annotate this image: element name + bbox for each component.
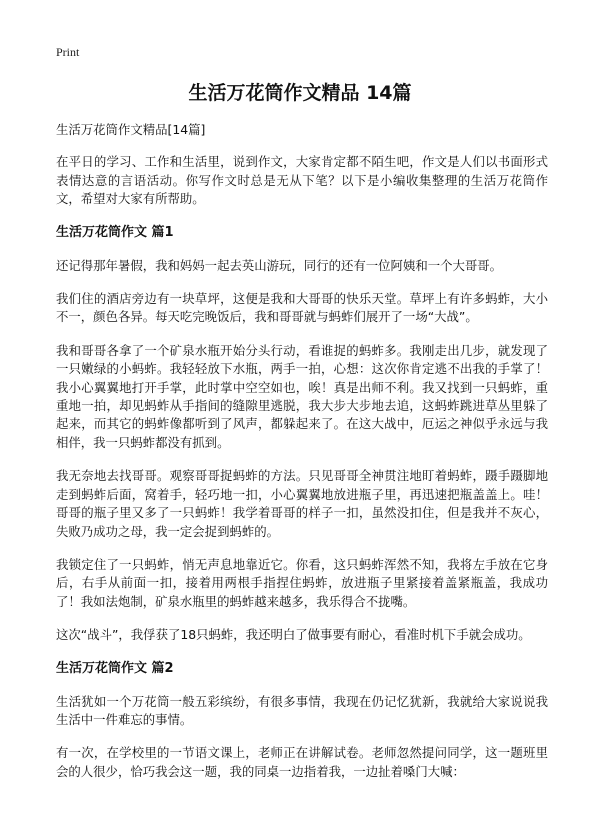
section-heading: 生活万花筒作文 篇1 xyxy=(56,224,174,240)
print-link[interactable]: Print xyxy=(56,45,80,59)
paragraph: 这次“战斗”，我俘获了18只蚂蚱，我还明白了做事要有耐心，看准时机下手就会成功。 xyxy=(56,627,531,643)
paragraph: 我们住的酒店旁边有一块草坪，这便是我和大哥哥的快乐天堂。草坪上有许多蚂蚱，大小不一，颜色各异。每天吃完晚饭后，我和哥哥就与蚂蚱们展开了一场“大战”。 xyxy=(56,291,548,325)
document-title: 生活万花筒作文精品 14篇 xyxy=(188,82,412,104)
article-body xyxy=(56,121,548,796)
intro-paragraph: 在平日的学习、工作和生活里，说到作文，大家肯定都不陌生吧，作文是人们以书面形式表情达意的言语活动。你写作文时总是无从下笔？以下是小编收集整理的生活万花筒作文，希望对大家有所帮助。 xyxy=(56,154,548,207)
paragraph: 有一次，在学校里的一节语文课上，老师正在讲解试卷。老师忽然提问同学，这一题班里会的人很少，恰巧我会这一题，我的同桌一边指着我，一边扯着嗓门大喊： xyxy=(56,745,548,779)
paragraph: 我锁定住了一只蚂蚱，悄无声息地靠近它。你看，这只蚂蚱浑然不知，我将左手放在它身后，右手从前面一扣，接着用两根手指捏住蚂蚱，放进瓶子里紧接着盖紧瓶盖，我成功了！我如法炮制，矿泉水瓶里的蚂蚱越来越多，我乐得合不拢嘴。 xyxy=(56,556,548,609)
paragraph: 我和哥哥各拿了一个矿泉水瓶开始分头行动，看谁捉的蚂蚱多。我刚走出几步，就发现了一只嫩绿的小蚂蚱。我轻轻放下水瓶，两手一拍，心想：这次你肯定逃不出我的手掌了！我小心翼翼地打开手掌，此时掌中空空如也，唉！真是出师不利。我又找到一只蚂蚱，重重地一拍，却见蚂蚱从手指间的缝隙里逃脱，我大步大步地去追，这蚂蚱跳进草丛里躲了起来，而其它的蚂蚱像都听到了风声，都躲起来了。在这大战中，厄运之神似乎永远与我相伴，我一只蚂蚱都没有抓到。 xyxy=(56,342,548,450)
paragraph: 生活犹如一个万花筒一般五彩缤纷，有很多事情，我现在仍记忆犹新，我就给大家说说我生活中一件难忘的事情。 xyxy=(56,693,548,727)
section-heading: 生活万花筒作文 篇2 xyxy=(56,660,174,676)
document-subtitle: 生活万花筒作文精品[14篇] xyxy=(56,122,206,137)
paragraph: 我无奈地去找哥哥。观察哥哥捉蚂蚱的方法。只见哥哥全神贯注地盯着蚂蚱，蹑手蹑脚地走到蚂蚱后面，窝着手，轻巧地一扣，小心翼翼地放进瓶子里，再迅速把瓶盖盖上。哇！哥哥的瓶子里又多了一只蚂蚱！我学着哥哥的样子一扣，虽然没扣住，但是我并不灰心，失败乃成功之母，我一定会捉到蚂蚱的。 xyxy=(56,468,548,539)
paragraph: 还记得那年暑假，我和妈妈一起去英山游玩，同行的还有一位阿姨和一个大哥哥。 xyxy=(56,257,503,273)
